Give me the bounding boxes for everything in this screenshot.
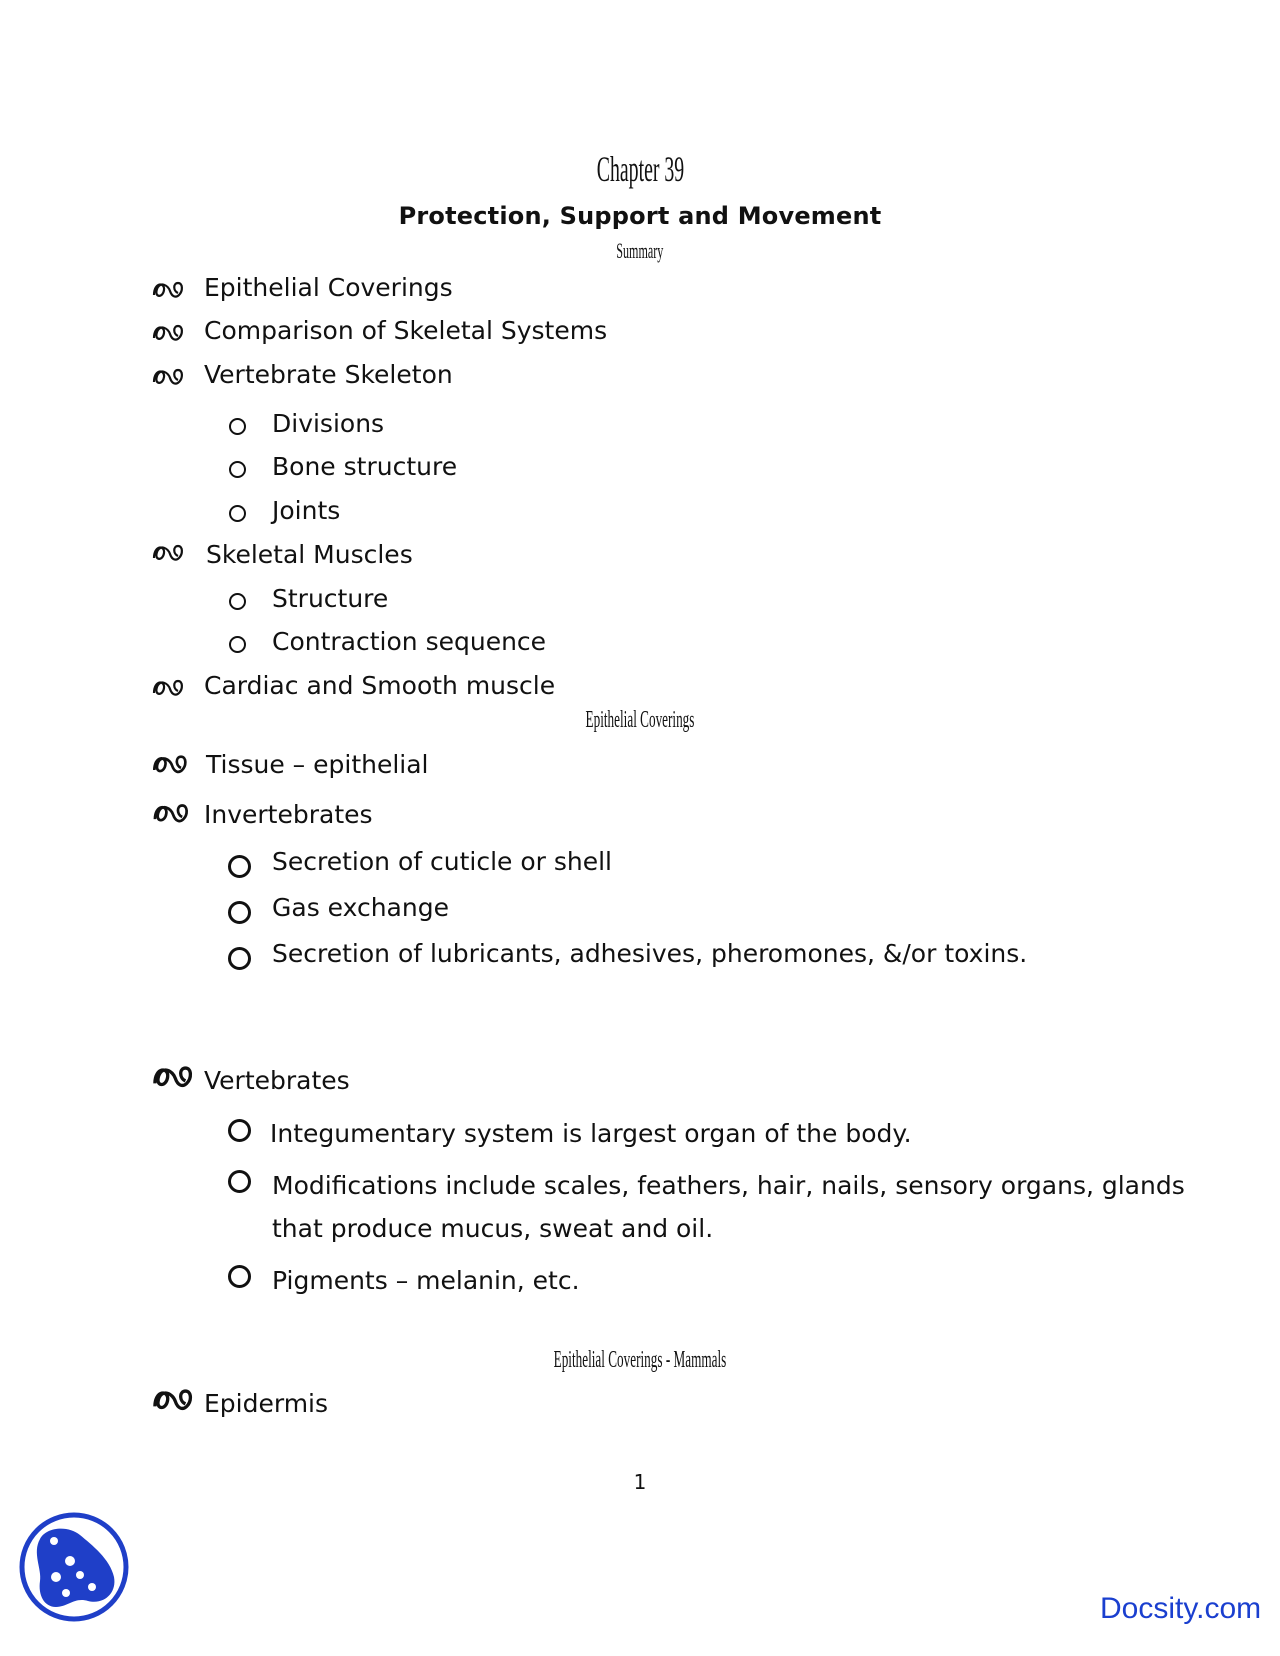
swirl-bullet-icon xyxy=(151,1386,197,1414)
summary-item: Cardiac and Smooth muscle xyxy=(204,671,556,700)
tissue-item: Tissue – epithelial xyxy=(206,750,429,779)
vertebrate-subitem: Modifications include scales, feathers, hair, nails, sensory organs, glands xyxy=(272,1171,1185,1200)
circle-bullet-icon xyxy=(228,901,251,924)
swirl-bullet-icon xyxy=(151,677,187,699)
summary-item: Epithelial Coverings xyxy=(204,273,453,302)
circle-bullet-icon xyxy=(229,461,246,478)
circle-bullet-icon xyxy=(228,855,251,878)
invertebrate-subitem: Gas exchange xyxy=(272,893,449,922)
invertebrate-subitem: Secretion of cuticle or shell xyxy=(272,847,613,876)
summary-subitem: Contraction sequence xyxy=(272,627,547,656)
page-subtitle: Protection, Support and Movement xyxy=(398,202,882,230)
summary-heading: Summary xyxy=(616,238,664,263)
invertebrate-subitem: Secretion of lubricants, adhesives, pheromones, &/or toxins. xyxy=(272,939,1028,968)
swirl-bullet-icon xyxy=(151,752,191,777)
summary-item: Vertebrate Skeleton xyxy=(204,360,453,389)
invertebrates-item: Invertebrates xyxy=(204,800,373,829)
vertebrates-item: Vertebrates xyxy=(204,1066,350,1095)
swirl-bullet-icon xyxy=(151,1063,197,1091)
circle-bullet-icon xyxy=(229,636,246,653)
chapter-title: Chapter 39 xyxy=(596,149,684,189)
circle-bullet-icon xyxy=(228,1119,251,1142)
summary-subitem: Bone structure xyxy=(272,452,458,481)
swirl-bullet-icon xyxy=(151,542,187,564)
circle-bullet-icon xyxy=(229,593,246,610)
summary-subitem: Joints xyxy=(272,496,341,525)
swirl-bullet-icon xyxy=(151,801,193,826)
swirl-bullet-icon xyxy=(151,279,187,301)
swirl-bullet-icon xyxy=(151,322,187,344)
docsity-brand-link[interactable]: Docsity.com xyxy=(1100,1592,1262,1625)
page-number: 1 xyxy=(633,1470,647,1494)
summary-subitem: Structure xyxy=(272,584,389,613)
summary-item: Comparison of Skeletal Systems xyxy=(204,316,608,345)
section-heading-mammals: Epithelial Coverings - Mammals xyxy=(553,1347,727,1373)
vertebrate-subitem: Pigments – melanin, etc. xyxy=(272,1266,580,1295)
circle-bullet-icon xyxy=(228,1265,251,1288)
vertebrate-subitem: Integumentary system is largest organ of the body. xyxy=(270,1119,912,1148)
swirl-bullet-icon xyxy=(151,366,187,388)
circle-bullet-icon xyxy=(228,1170,251,1193)
epidermis-item: Epidermis xyxy=(204,1389,329,1418)
docsity-logo-icon xyxy=(18,1511,130,1623)
summary-subitem: Divisions xyxy=(272,409,385,438)
circle-bullet-icon xyxy=(229,418,246,435)
summary-item: Skeletal Muscles xyxy=(206,540,413,569)
circle-bullet-icon xyxy=(228,947,251,970)
section-heading-epithelial: Epithelial Coverings xyxy=(585,707,695,733)
circle-bullet-icon xyxy=(229,505,246,522)
vertebrate-subitem-continuation: that produce mucus, sweat and oil. xyxy=(272,1214,714,1243)
